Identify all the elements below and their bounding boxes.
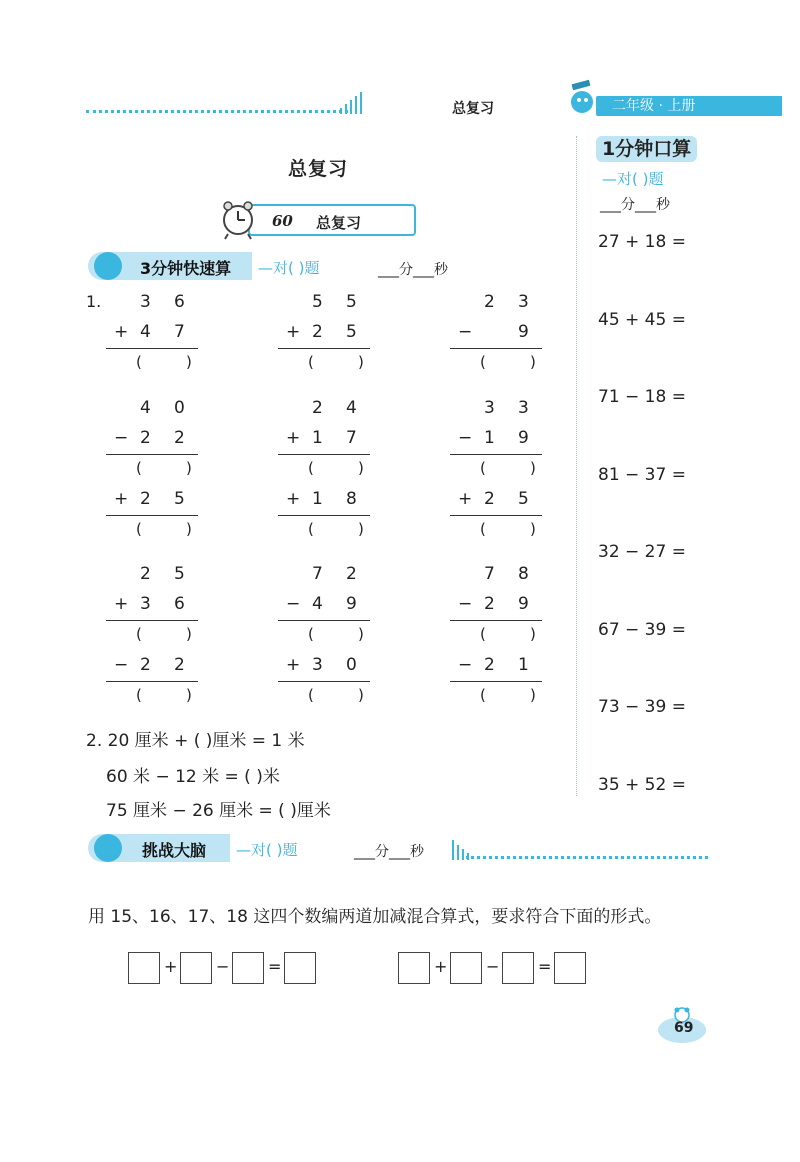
answer-blank[interactable] bbox=[106, 681, 198, 712]
vertical-problem bbox=[106, 394, 198, 546]
digit: 9 bbox=[346, 594, 357, 614]
operand-row bbox=[278, 651, 370, 681]
digit: 3 bbox=[518, 398, 529, 418]
paren-open: ( bbox=[136, 625, 142, 643]
section-quick-calc-score: —对( )题 bbox=[258, 259, 320, 277]
paren-open: ( bbox=[480, 625, 486, 643]
operator: + bbox=[286, 322, 301, 342]
paren-close: ) bbox=[186, 520, 192, 538]
digit: 2 bbox=[312, 398, 323, 418]
digit: 7 bbox=[312, 564, 323, 584]
paren-close: ) bbox=[530, 353, 536, 371]
digit: 6 bbox=[174, 594, 185, 614]
paren-close: ) bbox=[358, 520, 364, 538]
digit: 4 bbox=[140, 398, 151, 418]
challenge-dotted-line bbox=[466, 856, 708, 859]
vertical-problem bbox=[450, 560, 542, 712]
vertical-problem bbox=[450, 394, 542, 546]
digit: 4 bbox=[346, 398, 357, 418]
digit: 2 bbox=[174, 655, 185, 675]
oral-calc-item: 71 − 18 = bbox=[598, 387, 686, 407]
section-challenge-header bbox=[88, 834, 458, 862]
paren-close: ) bbox=[358, 459, 364, 477]
operator: + bbox=[114, 489, 129, 509]
operator: − bbox=[114, 655, 129, 675]
digit: 6 bbox=[174, 292, 185, 312]
digit: 2 bbox=[140, 489, 151, 509]
digit: 9 bbox=[518, 322, 529, 342]
digit: 2 bbox=[484, 292, 495, 312]
section-quick-calc-time: ___分___秒 bbox=[378, 262, 448, 278]
oral-calc-item: 81 − 37 = bbox=[598, 464, 686, 485]
paren-open: ( bbox=[480, 520, 486, 538]
oral-calc-title: 1分钟口算 bbox=[596, 136, 697, 162]
answer-blank[interactable] bbox=[278, 681, 370, 712]
digit: 1 bbox=[518, 655, 529, 675]
paren-open: ( bbox=[480, 353, 486, 371]
operator: − bbox=[458, 322, 473, 342]
digit: 5 bbox=[518, 489, 529, 509]
digit: 2 bbox=[140, 428, 151, 448]
column-divider bbox=[576, 136, 577, 796]
digit: 1 bbox=[484, 428, 495, 448]
blank-box[interactable] bbox=[450, 952, 482, 984]
answer-blank[interactable] bbox=[450, 454, 542, 485]
minus-sign: − bbox=[216, 957, 230, 976]
paren-open: ( bbox=[136, 686, 142, 704]
operator: − bbox=[458, 655, 473, 675]
operator: + bbox=[114, 322, 129, 342]
operand-row bbox=[106, 424, 198, 454]
digit: 0 bbox=[174, 398, 185, 418]
operator: + bbox=[114, 594, 129, 614]
paren-close: ) bbox=[358, 353, 364, 371]
digit: 2 bbox=[140, 564, 151, 584]
digit: 7 bbox=[174, 322, 185, 342]
operand-row bbox=[106, 560, 198, 590]
operator: − bbox=[114, 428, 129, 448]
digit: 2 bbox=[484, 489, 495, 509]
operand-row bbox=[278, 485, 370, 515]
digit: 3 bbox=[518, 292, 529, 312]
section-challenge-label: 挑战大脑 bbox=[142, 841, 207, 860]
paren-close: ) bbox=[530, 625, 536, 643]
operator: + bbox=[286, 655, 301, 675]
shoe-icon bbox=[94, 252, 122, 280]
digit: 3 bbox=[140, 292, 151, 312]
operator: + bbox=[286, 489, 301, 509]
oral-calc-time: ___分___秒 bbox=[600, 197, 670, 213]
digit: 1 bbox=[312, 428, 323, 448]
digit: 2 bbox=[140, 655, 151, 675]
oral-calc-item: 73 − 39 = bbox=[598, 697, 686, 717]
operand-row bbox=[106, 590, 198, 620]
giraffe-icon bbox=[94, 834, 122, 862]
operand-row bbox=[278, 394, 370, 424]
page-number: 69 bbox=[674, 1020, 694, 1036]
digit: 5 bbox=[174, 489, 185, 509]
digit: 2 bbox=[346, 564, 357, 584]
lesson-number: 60 bbox=[272, 212, 293, 230]
answer-blank[interactable] bbox=[278, 620, 370, 651]
question-1-label: 1. bbox=[86, 292, 102, 311]
blank-box[interactable] bbox=[232, 952, 264, 984]
digit: 8 bbox=[346, 489, 357, 509]
operand-row bbox=[106, 394, 198, 424]
header-bars-decoration bbox=[340, 92, 364, 114]
mascot-icon bbox=[566, 78, 602, 118]
blank-box[interactable] bbox=[554, 952, 586, 984]
answer-blank[interactable] bbox=[106, 348, 198, 379]
operand-row bbox=[278, 560, 370, 590]
lesson-name: 总复习 bbox=[316, 214, 362, 232]
oral-calc-item: 27 + 18 = bbox=[598, 232, 686, 252]
operand-row bbox=[450, 590, 542, 620]
answer-blank[interactable] bbox=[106, 515, 198, 546]
operand-row bbox=[450, 651, 542, 681]
paren-open: ( bbox=[308, 520, 314, 538]
header-title: 总复习 bbox=[452, 101, 494, 117]
digit: 7 bbox=[346, 428, 357, 448]
vertical-problem bbox=[106, 560, 198, 712]
blank-box[interactable] bbox=[284, 952, 316, 984]
equals-sign: = bbox=[268, 957, 282, 976]
equals-sign: = bbox=[538, 957, 552, 976]
answer-blank[interactable] bbox=[106, 620, 198, 651]
blank-box[interactable] bbox=[502, 952, 534, 984]
blank-box[interactable] bbox=[180, 952, 212, 984]
vertical-problem bbox=[106, 288, 198, 379]
digit: 3 bbox=[484, 398, 495, 418]
section-quick-calc-label: 3分钟快速算 bbox=[140, 259, 232, 278]
oral-calc-item: 67 − 39 = bbox=[598, 619, 686, 640]
digit: 5 bbox=[312, 292, 323, 312]
answer-blank[interactable] bbox=[450, 620, 542, 651]
digit: 3 bbox=[140, 594, 151, 614]
plus-sign: + bbox=[434, 957, 448, 976]
paren-close: ) bbox=[358, 686, 364, 704]
digit: 5 bbox=[346, 322, 357, 342]
answer-blank[interactable] bbox=[450, 348, 542, 379]
paren-open: ( bbox=[308, 625, 314, 643]
answer-blank[interactable] bbox=[450, 681, 542, 712]
paren-close: ) bbox=[530, 459, 536, 477]
operator: + bbox=[286, 428, 301, 448]
paren-open: ( bbox=[136, 459, 142, 477]
alarm-clock-icon bbox=[220, 198, 256, 240]
blank-box[interactable] bbox=[398, 952, 430, 984]
operand-row bbox=[106, 288, 198, 318]
answer-blank[interactable] bbox=[278, 348, 370, 379]
paren-close: ) bbox=[186, 686, 192, 704]
oral-calc-item: 35 + 52 = bbox=[598, 774, 686, 795]
vertical-problem bbox=[278, 288, 370, 379]
answer-blank[interactable] bbox=[106, 454, 198, 485]
answer-blank[interactable] bbox=[278, 515, 370, 546]
digit: 3 bbox=[312, 655, 323, 675]
operand-row bbox=[106, 318, 198, 348]
digit: 9 bbox=[518, 594, 529, 614]
question-2-line-2: 60 米 − 12 米 = ( )米 bbox=[106, 767, 280, 787]
answer-blank[interactable] bbox=[450, 515, 542, 546]
operand-row bbox=[278, 424, 370, 454]
operator: − bbox=[458, 428, 473, 448]
plus-sign: + bbox=[164, 957, 178, 976]
header-dotted-line bbox=[86, 110, 348, 113]
page-title: 总复习 bbox=[288, 158, 349, 180]
paren-open: ( bbox=[480, 459, 486, 477]
operator: + bbox=[458, 489, 473, 509]
paren-open: ( bbox=[136, 353, 142, 371]
digit: 2 bbox=[312, 322, 323, 342]
paren-open: ( bbox=[480, 686, 486, 704]
digit: 9 bbox=[518, 428, 529, 448]
operand-row bbox=[450, 485, 542, 515]
operand-row bbox=[450, 394, 542, 424]
digit: 5 bbox=[174, 564, 185, 584]
operand-row bbox=[450, 424, 542, 454]
section-quick-calc-header bbox=[88, 252, 478, 280]
vertical-problem bbox=[278, 560, 370, 712]
digit: 5 bbox=[346, 292, 357, 312]
digit: 2 bbox=[484, 655, 495, 675]
operand-row bbox=[106, 485, 198, 515]
section-challenge-time: ___分___秒 bbox=[354, 844, 424, 860]
oral-calc-score: —对( )题 bbox=[602, 170, 664, 188]
operand-row bbox=[278, 288, 370, 318]
section-challenge-score: —对( )题 bbox=[236, 841, 298, 859]
operand-row bbox=[278, 590, 370, 620]
paren-close: ) bbox=[186, 625, 192, 643]
challenge-instructions: 用 15、16、17、18 这四个数编两道加减混合算式，要求符合下面的形式。 bbox=[88, 907, 662, 927]
operator: − bbox=[458, 594, 473, 614]
paren-open: ( bbox=[308, 353, 314, 371]
operand-row bbox=[278, 318, 370, 348]
grade-band: 二年级 · 上册 bbox=[596, 96, 782, 116]
digit: 2 bbox=[484, 594, 495, 614]
operand-row bbox=[450, 318, 542, 348]
answer-blank[interactable] bbox=[278, 454, 370, 485]
paren-close: ) bbox=[530, 520, 536, 538]
operand-row bbox=[450, 288, 542, 318]
paren-open: ( bbox=[308, 459, 314, 477]
oral-calc-item: 32 − 27 = bbox=[598, 542, 686, 562]
paren-close: ) bbox=[530, 686, 536, 704]
digit: 8 bbox=[518, 564, 529, 584]
minus-sign: − bbox=[486, 957, 500, 976]
question-2-line-3: 75 厘米 − 26 厘米 = ( )厘米 bbox=[106, 801, 331, 821]
digit: 2 bbox=[174, 428, 185, 448]
operand-row bbox=[106, 651, 198, 681]
operand-row bbox=[450, 560, 542, 590]
vertical-problem bbox=[450, 288, 542, 379]
paren-open: ( bbox=[308, 686, 314, 704]
digit: 4 bbox=[140, 322, 151, 342]
digit: 4 bbox=[312, 594, 323, 614]
paren-close: ) bbox=[186, 459, 192, 477]
paren-open: ( bbox=[136, 520, 142, 538]
vertical-problem bbox=[278, 394, 370, 546]
digit: 0 bbox=[346, 655, 357, 675]
paren-close: ) bbox=[186, 353, 192, 371]
operator: − bbox=[286, 594, 301, 614]
paren-close: ) bbox=[358, 625, 364, 643]
digit: 1 bbox=[312, 489, 323, 509]
question-2-line-1: 2. 20 厘米 + ( )厘米 = 1 米 bbox=[86, 731, 305, 751]
oral-calc-item: 45 + 45 = bbox=[598, 309, 686, 330]
digit: 7 bbox=[484, 564, 495, 584]
blank-box[interactable] bbox=[128, 952, 160, 984]
